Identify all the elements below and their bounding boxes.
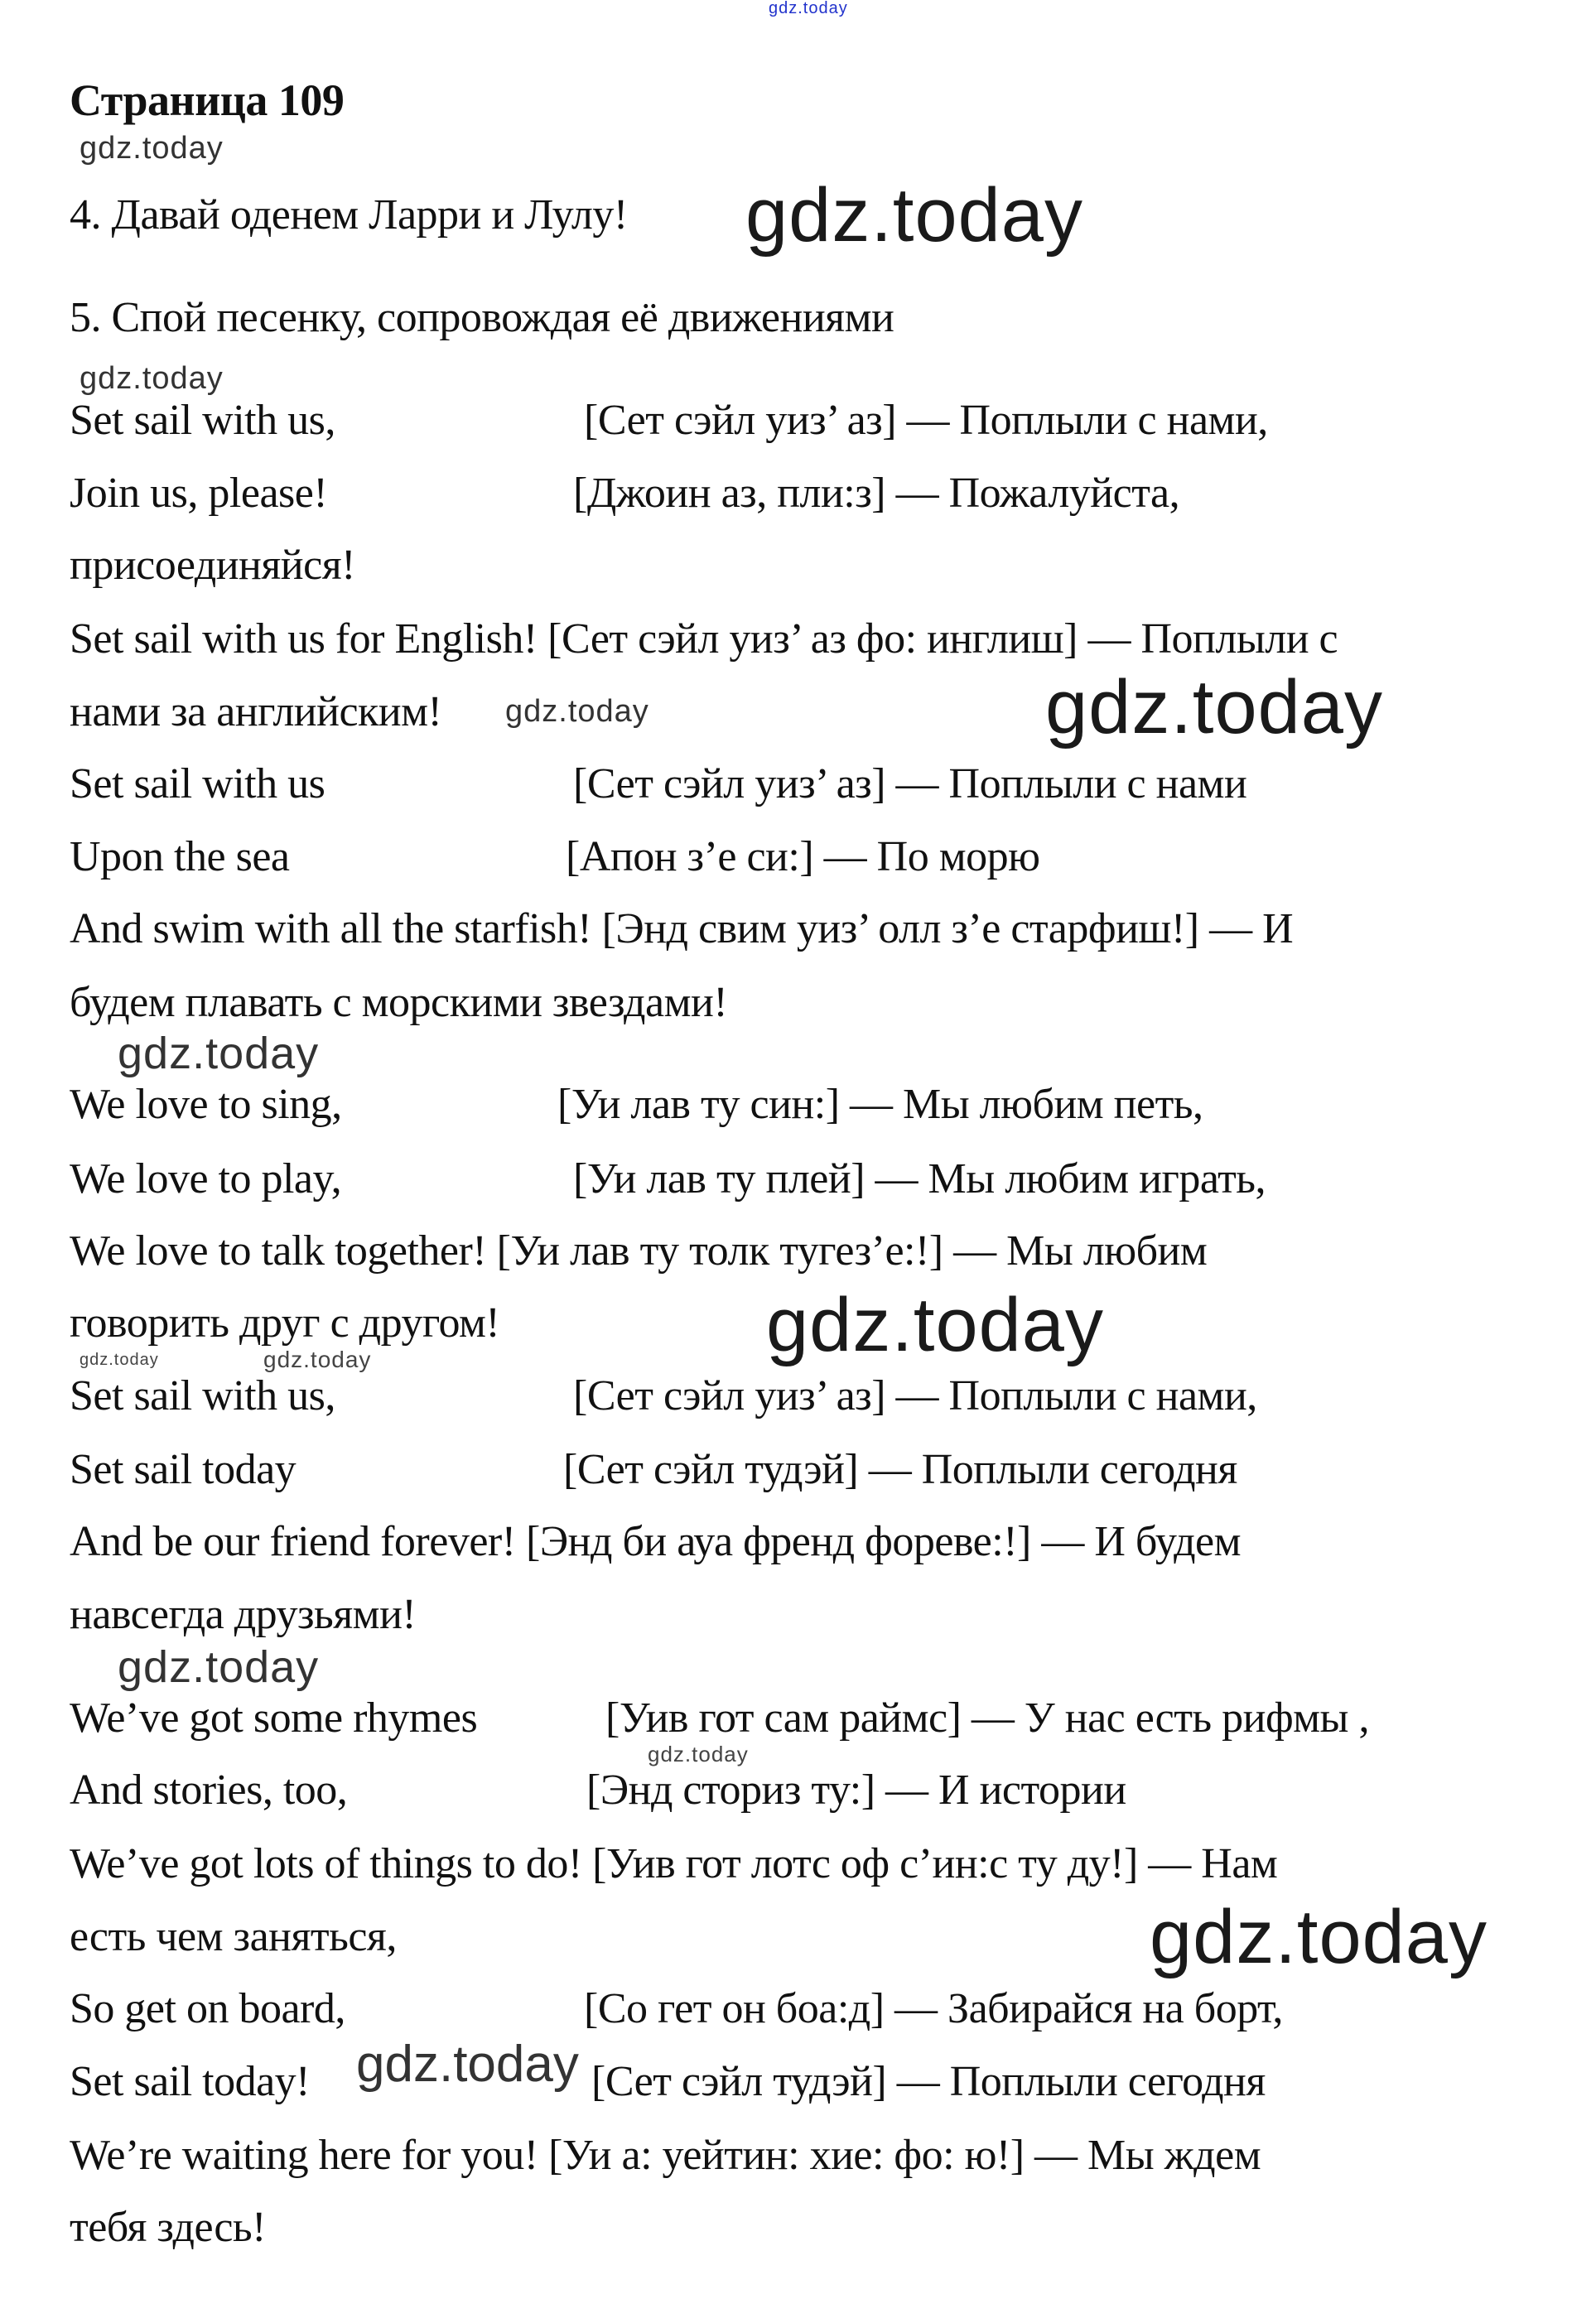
lyric-line: We’ve got lots of things to do! [Уив гот лотс оф с’ин:с ту ду!] — Нам xyxy=(70,1840,1278,1887)
lyric-line: We love to sing, xyxy=(70,1081,342,1128)
lyric-line: We love to talk together! [Уи лав ту толк тугез’е:!] — Мы любим xyxy=(70,1227,1208,1275)
watermark: gdz.today xyxy=(263,1347,372,1372)
lyric-line: тебя здесь! xyxy=(70,2204,266,2251)
lyric-line: And be our friend forever! [Энд би ауа френд фореве:!] — И будем xyxy=(70,1518,1242,1565)
lyric-line: навсегда друзьями! xyxy=(70,1591,417,1638)
lyric-line: присоединяйся! xyxy=(70,542,355,589)
lyric-translation: [Уив гот сам раймс] — У нас есть рифмы , xyxy=(605,1694,1369,1742)
lyric-line: Set sail today! xyxy=(70,2058,311,2105)
lyric-line: будем плавать с морскими звездами! xyxy=(70,979,728,1026)
task-5-heading: 5. Спой песенку, сопровождая её движениями xyxy=(70,294,894,341)
watermark: gdz.today xyxy=(80,361,224,396)
lyric-translation: [Сет сэйл уиз’ аз] — Поплыли с нами xyxy=(573,760,1247,807)
watermark: gdz.today xyxy=(766,1283,1104,1367)
lyric-translation: [Джоин аз, пли:з] — Пожалуйста, xyxy=(573,470,1180,517)
lyric-translation: [Апон з’е си:] — По морю xyxy=(566,833,1040,880)
lyric-line: We love to play, xyxy=(70,1155,342,1203)
lyric-translation: [Сет сэйл тудэй] — Поплыли сегодня xyxy=(591,2058,1266,2105)
watermark: gdz.today xyxy=(356,2036,579,2093)
lyric-line: So get on board, xyxy=(70,1985,345,2032)
lyric-translation: [Сет сэйл уиз’ аз] — Поплыли с нами, xyxy=(584,397,1268,444)
watermark: gdz.today xyxy=(648,1742,749,1766)
watermark: gdz.today xyxy=(745,173,1083,258)
lyric-translation: [Сет сэйл уиз’ аз] — Поплыли с нами, xyxy=(573,1372,1257,1419)
lyric-line: говорить друг с другом! xyxy=(70,1299,500,1347)
lyric-line: Set sail with us xyxy=(70,760,325,807)
watermark: gdz.today xyxy=(118,1029,320,1078)
lyric-translation: [Уи лав ту син:] — Мы любим петь, xyxy=(557,1081,1203,1128)
lyric-line: We’re waiting here for you! [Уи а: уейтин: хие: фо: ю!] — Мы ждем xyxy=(70,2132,1261,2179)
task-4-heading: 4. Давай оденем Ларри и Лулу! xyxy=(70,191,628,239)
watermark: gdz.today xyxy=(505,694,649,729)
lyric-translation: [Со гет он боа:д] — Забирайся на борт, xyxy=(584,1985,1283,2032)
page-title: Страница 109 xyxy=(70,75,345,125)
lyric-line: And swim with all the starfish! [Энд свим уиз’ олл з’е старфиш!] — И xyxy=(70,905,1294,952)
lyric-line: We’ve got some rhymes xyxy=(70,1694,478,1742)
lyric-line: есть чем заняться, xyxy=(70,1913,397,1960)
lyric-translation: [Уи лав ту плей] — Мы любим играть, xyxy=(573,1155,1266,1203)
lyric-line: Set sail with us for English! [Сет сэйл уиз’ аз фо: инглиш] — Поплыли с xyxy=(70,615,1338,663)
lyric-line: Upon the sea xyxy=(70,833,290,880)
watermark: gdz.today xyxy=(769,0,848,17)
watermark: gdz.today xyxy=(80,1351,159,1369)
lyric-line: Set sail today xyxy=(70,1446,297,1493)
lyric-line: Set sail with us, xyxy=(70,397,335,444)
watermark: gdz.today xyxy=(1045,665,1383,749)
lyric-translation: [Энд сториз ту:] — И истории xyxy=(586,1766,1126,1814)
lyric-line: Join us, please! xyxy=(70,470,328,517)
lyric-line: Set sail with us, xyxy=(70,1372,335,1419)
watermark: gdz.today xyxy=(118,1642,320,1692)
lyric-translation: [Сет сэйл тудэй] — Поплыли сегодня xyxy=(563,1446,1237,1493)
watermark: gdz.today xyxy=(80,131,224,166)
watermark: gdz.today xyxy=(1150,1895,1488,1979)
lyric-line: нами за английским! xyxy=(70,688,442,735)
lyric-line: And stories, too, xyxy=(70,1766,348,1814)
